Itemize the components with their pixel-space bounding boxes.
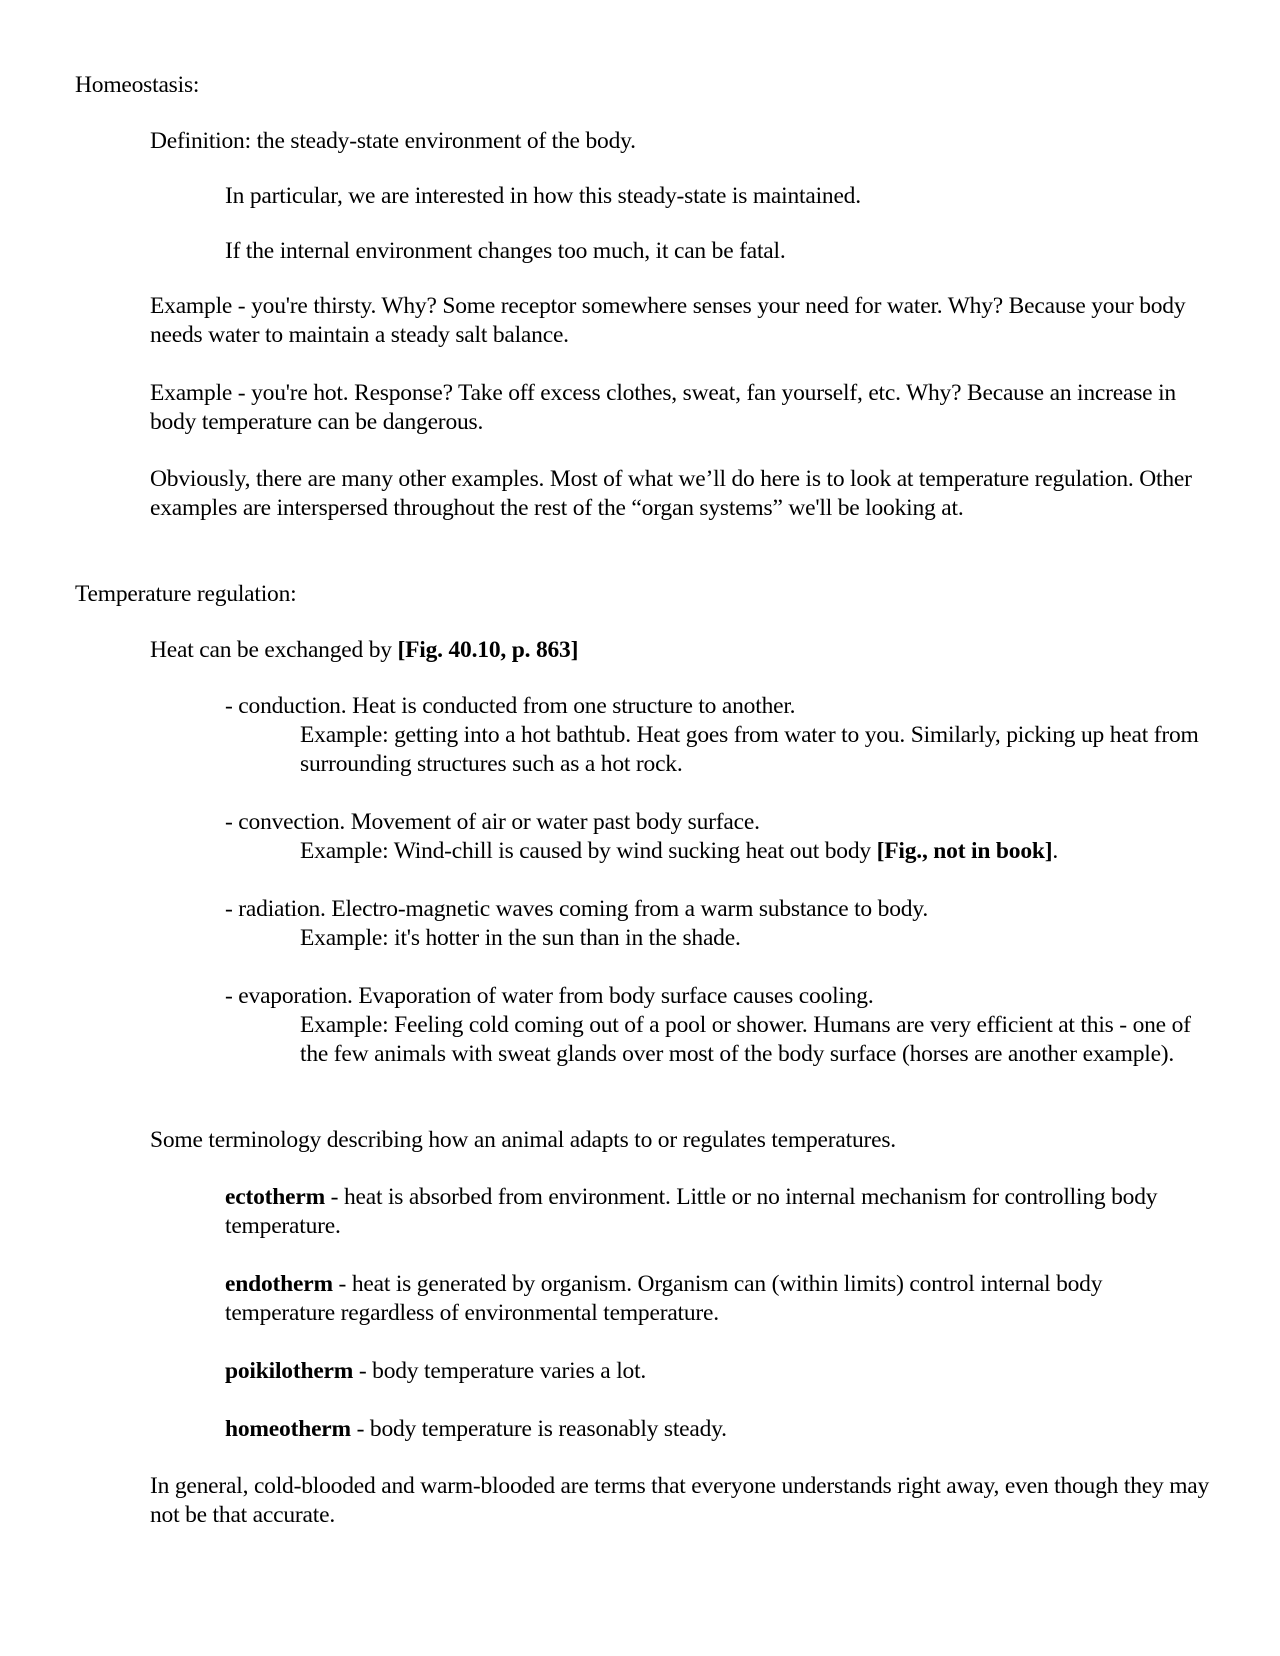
homeostasis-sub2: If the internal environment changes too much, it can be fatal. xyxy=(225,238,786,264)
term-endotherm xyxy=(225,1270,1210,1328)
temperature-heading: Temperature regulation: xyxy=(75,581,297,607)
term-endotherm-definition: - heat is generated by organism. Organism can (within limits) control internal body temperature regardless of environmental temperature. xyxy=(225,1271,1103,1326)
heat-exchange-line xyxy=(150,636,1210,665)
conduction-item: - conduction. Heat is conducted from one structure to another. xyxy=(225,693,796,719)
term-poikilotherm xyxy=(225,1357,1210,1386)
homeostasis-definition: Definition: the steady-state environment of the body. xyxy=(150,128,636,154)
homeostasis-other-examples: Obviously, there are many other examples. Most of what we’ll do here is to look at temperature regulation. Other examples are interspersed throughout the rest of the “organ systems” we'll be looking at. xyxy=(150,466,1192,521)
term-poikilotherm-definition: - body temperature varies a lot. xyxy=(353,1358,647,1384)
terminology-intro: Some terminology describing how an animal adapts to or regulates temperatures. xyxy=(150,1127,896,1153)
homeostasis-sub1: In particular, we are interested in how this steady-state is maintained. xyxy=(225,183,861,209)
term-homeotherm xyxy=(225,1415,1210,1444)
homeostasis-example-hot: Example - you're hot. Response? Take off excess clothes, sweat, fan yourself, etc. Why? Because an increase in body temperature can be dangerous. xyxy=(150,380,1176,435)
convection-example-end: . xyxy=(1052,838,1059,864)
term-homeotherm-word: homeotherm xyxy=(225,1416,351,1442)
convection-example xyxy=(300,837,1210,866)
conduction-example: Example: getting into a hot bathtub. Heat goes from water to you. Similarly, picking up heat from surrounding structures such as a hot rock. xyxy=(300,722,1199,777)
term-ectotherm-word: ectotherm xyxy=(225,1184,325,1210)
term-poikilotherm-word: poikilotherm xyxy=(225,1358,354,1384)
heat-exchange-figure-ref: [Fig. 40.10, p. 863] xyxy=(397,637,579,663)
heat-exchange-text: Heat can be exchanged by xyxy=(150,637,398,663)
closing-paragraph: In general, cold-blooded and warm-blooded are terms that everyone understands right away, even though they may not be that accurate. xyxy=(150,1473,1210,1528)
radiation-item: - radiation. Electro-magnetic waves coming from a warm substance to body. xyxy=(225,896,928,922)
homeostasis-example-thirsty: Example - you're thirsty. Why? Some receptor somewhere senses your need for water. Why? Because your body needs water to maintain a steady salt balance. xyxy=(150,293,1186,348)
term-ectotherm-definition: - heat is absorbed from environment. Little or no internal mechanism for controlling body temperature. xyxy=(225,1184,1158,1239)
evaporation-item: - evaporation. Evaporation of water from body surface causes cooling. xyxy=(225,983,874,1009)
convection-item: - convection. Movement of air or water past body surface. xyxy=(225,809,760,835)
radiation-example: Example: it's hotter in the sun than in the shade. xyxy=(300,925,741,951)
term-ectotherm xyxy=(225,1183,1210,1241)
convection-figure-ref: [Fig., not in book] xyxy=(876,838,1053,864)
convection-example-text: Example: Wind-chill is caused by wind sucking heat out body xyxy=(300,838,877,864)
term-homeotherm-definition: - body temperature is reasonably steady. xyxy=(350,1416,727,1442)
term-endotherm-word: endotherm xyxy=(225,1271,333,1297)
evaporation-example: Example: Feeling cold coming out of a pool or shower. Humans are very efficient at this - one of the few animals with sweat glands over most of the body surface (horses are another example). xyxy=(300,1012,1191,1067)
homeostasis-heading: Homeostasis: xyxy=(75,72,200,98)
